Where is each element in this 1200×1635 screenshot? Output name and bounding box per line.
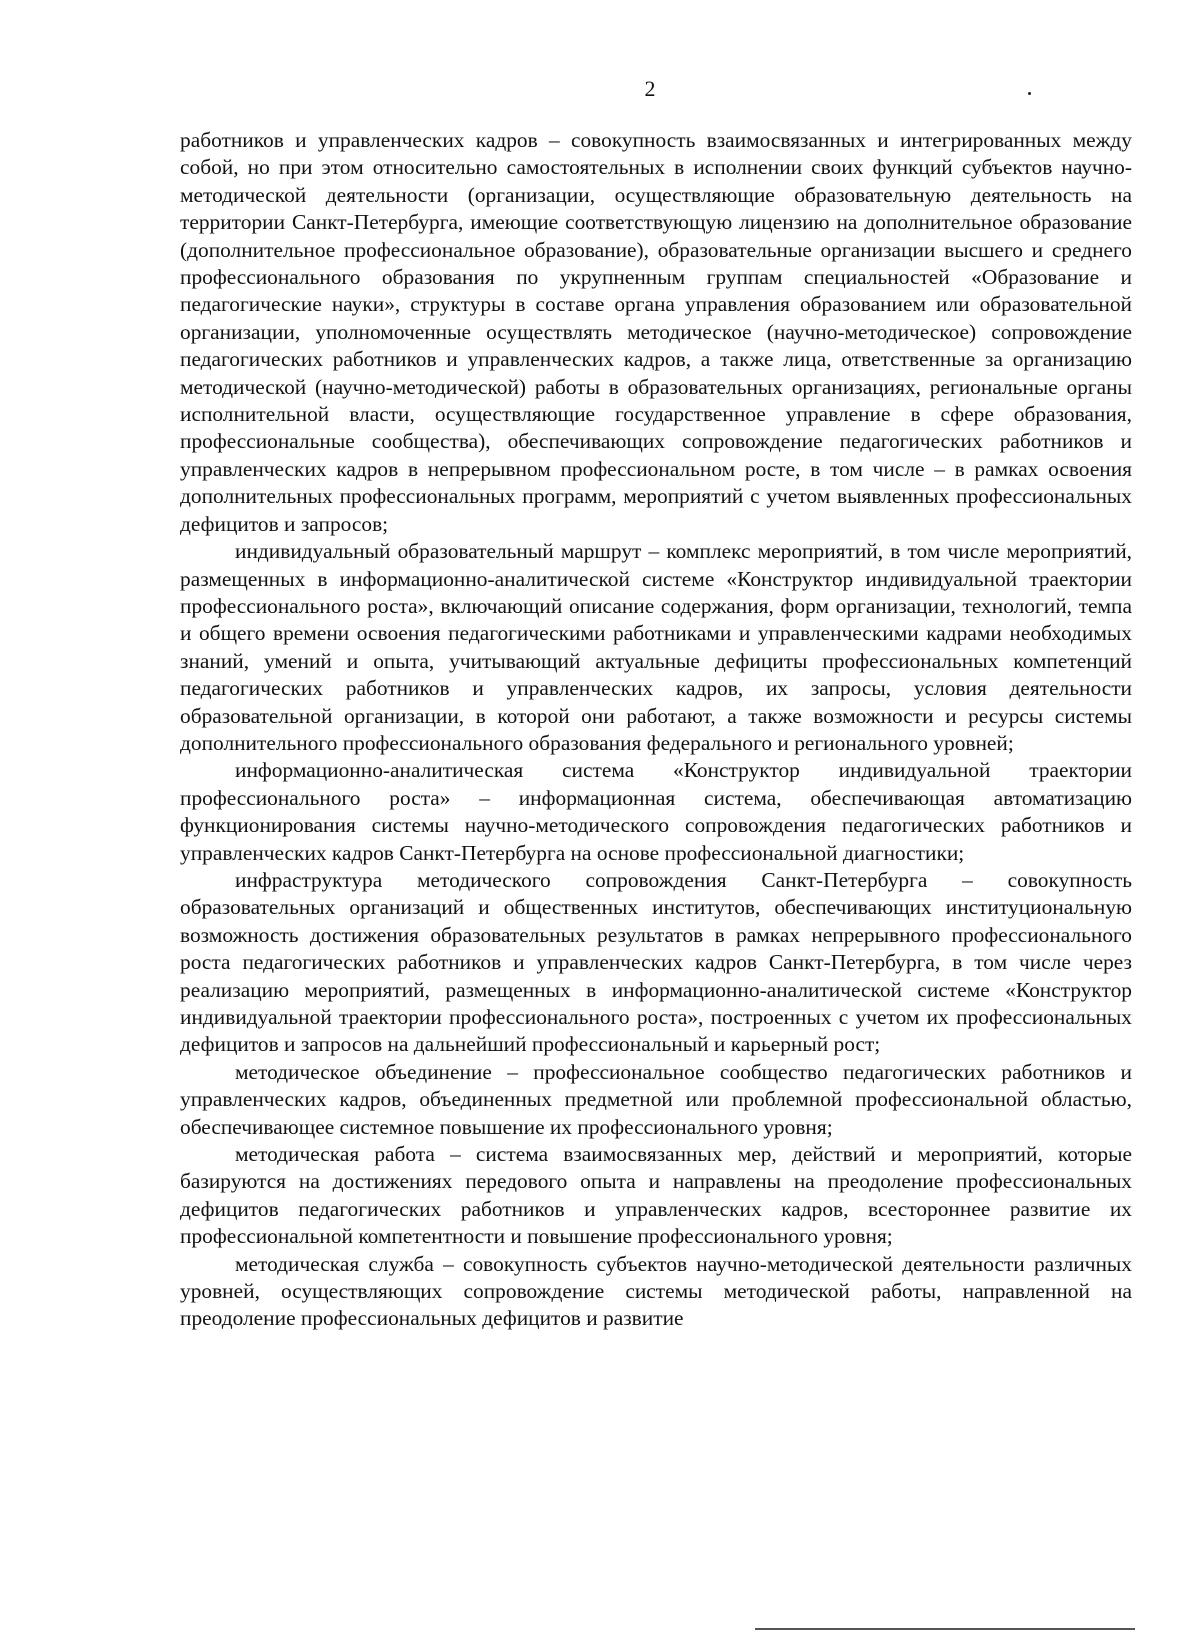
paragraph-infrastructure: инфраструктура методического сопровождения Санкт-Петербурга – совокупность образовательных организаций и общественных институтов, обеспечивающих институциональную возможность достижения образовательных результатов в рамках непрерывного профессионального роста педагогических работников и управленческих кадров Санкт-Петербурга, в том числе через реализацию мероприятий, размещенных в информационно-аналитической системе «Конструктор индивидуальной траектории профессионального роста», построенных с учетом их профессиональных дефицитов и запросов на дальнейший профессиональный и карьерный рост; — [180, 867, 1132, 1057]
paragraph-methodical-work: методическая работа – система взаимосвязанных мер, действий и мероприятий, которые базируются на достижениях передового опыта и направлены на преодоление профессиональных дефицитов педагогических работников и управленческих кадров, всестороннее развитие их профессиональной компетентности и повышение профессионального уровня; — [180, 1142, 1132, 1249]
paragraph-continuation: работников и управленческих кадров – совокупность взаимосвязанных и интегрированных между собой, но при этом относительно самостоятельных в исполнении своих функций субъектов научно-методической деятельности (организации, осуществляющие образовательную деятельность на территории Санкт-Петербурга, имеющие соответствующую лицензию на дополнительное образование (дополнительное профессиональное образование), образовательные организации высшего и среднего профессионального образования по укрупненным группам специальностей «Образование и педагогические науки», структуры в составе органа управления образованием или образовательной организации, уполномоченные осуществлять методическое (научно-методическое) сопровождение педагогических работников и управленческих кадров, а также лица, ответственные за организацию методической (научно-методической) работы в образовательных организациях, региональные органы исполнительной власти, осуществляющие государственное управление в сфере образования, профессиональные сообщества), обеспечивающих сопровождение педагогических работников и управленческих кадров в непрерывном профессиональном росте, в том числе – в рамках освоения дополнительных профессиональных программ, мероприятий с учетом выявленных профессиональных дефицитов и запросов; — [180, 128, 1132, 536]
paragraph-individual-route: индивидуальный образовательный маршрут – комплекс мероприятий, в том числе мероприятий, размещенных в информационно-аналитической системе «Конструктор индивидуальной траектории профессионального роста», включающий описание содержания, форм организации, технологий, темпа и общего времени освоения педагогическими работниками и управленческими кадрами необходимых знаний, умений и опыта, учитывающий актуальные дефициты профессиональных компетенций педагогических работников и управленческих кадров, их запросы, условия деятельности образовательной организации, в которой они работают, а также возможности и ресурсы системы дополнительного профессионального образования федерального и регионального уровней; — [180, 539, 1132, 755]
paragraph-information-system: информационно-аналитическая система «Конструктор индивидуальной траектории профессионального роста» – информационная система, обеспечивающая автоматизацию функционирования системы научно-методического сопровождения педагогических работников и управленческих кадров Санкт-Петербурга на основе профессиональной диагностики; — [180, 758, 1132, 865]
footer-rule — [755, 1628, 1135, 1630]
page-number: 2 — [644, 76, 656, 101]
paragraph-methodical-association: методическое объединение – профессиональное сообщество педагогических работников и управленческих кадров, объединенных предметной или проблемной профессиональной областью, обеспечивающее системное повышение их профессионального уровня; — [180, 1059, 1132, 1139]
scan-dot-mark — [1028, 92, 1031, 95]
paragraph-methodical-service: методическая служба – совокупность субъектов научно-методической деятельности различных уровней, осуществляющих сопровождение системы методической работы, направленной на преодоление профессиональных дефицитов и развитие — [180, 1251, 1132, 1331]
document-body — [180, 127, 1132, 1333]
